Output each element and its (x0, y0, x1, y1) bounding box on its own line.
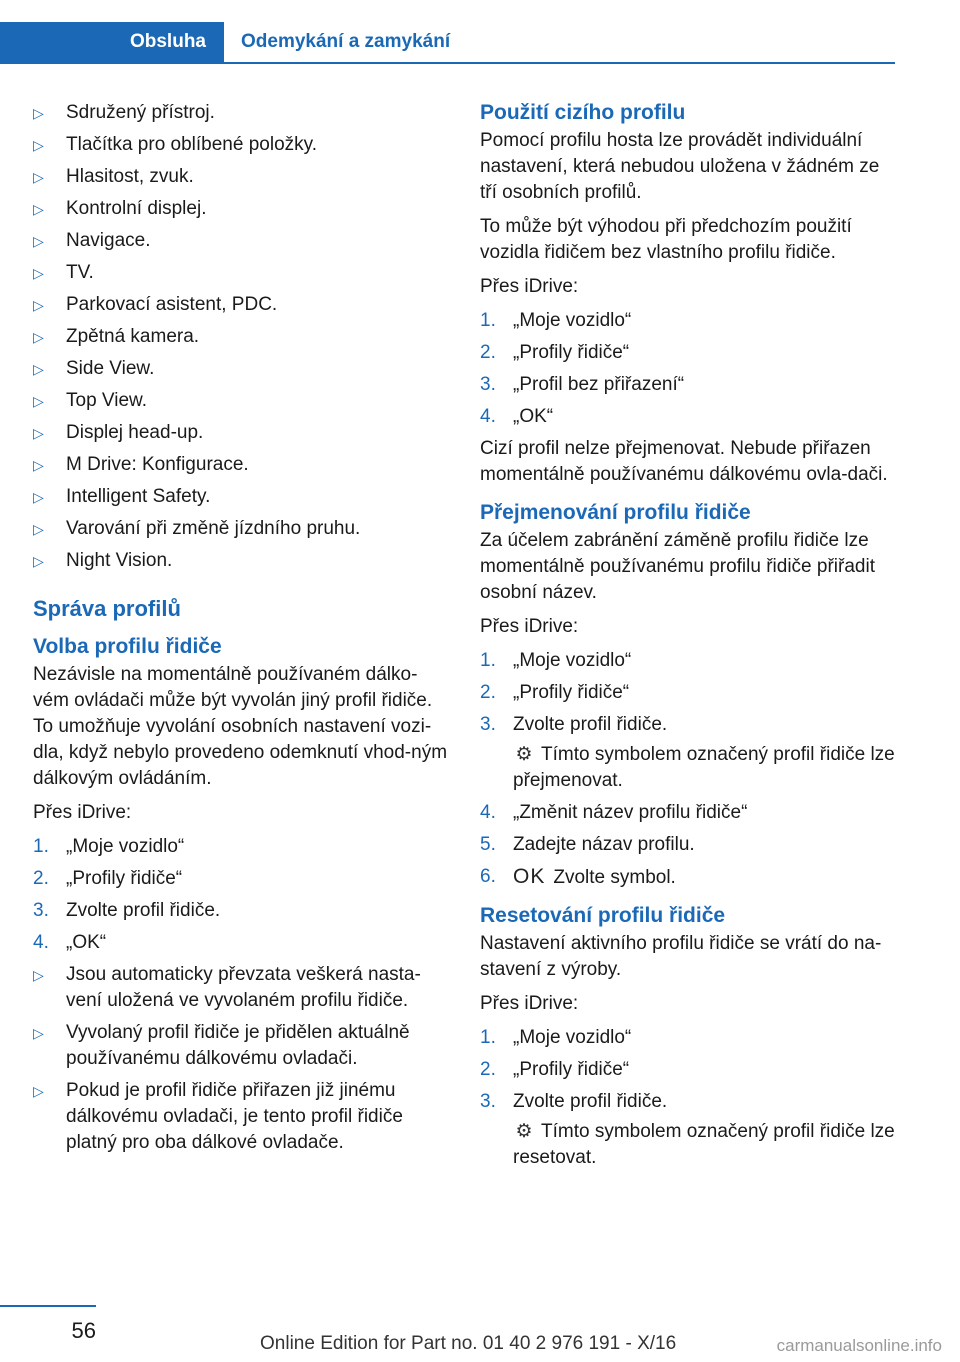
list-item: ▷ Top View. (33, 388, 453, 414)
list-item: ▷ Tlačítka pro oblíbené položky. (33, 132, 453, 158)
paragraph: Nezávisle na momentálně používaném dálko‐vém ovládači může být vyvolán jiný profil řidiče. To umožňuje vyvolání osobních nastavení vozi‐dla, když nebylo provedeno odemknutí vhod‐ným dálkovým ovládáním. (33, 664, 448, 789)
triangle-bullet-icon: ▷ (33, 361, 44, 377)
steps-list (480, 308, 900, 430)
triangle-bullet-icon: ▷ (33, 489, 44, 505)
step-item: 4. „OK“ (480, 406, 554, 427)
triangle-bullet-icon: ▷ (33, 457, 44, 473)
step-item: 1. „Moje vozidlo“ (33, 836, 185, 857)
triangle-bullet-icon: ▷ (33, 553, 44, 569)
step-item: 3. Zvolte profil řidiče. (33, 900, 221, 921)
section-heading: Správa profilů (33, 596, 181, 621)
step-item: 2. „Profily řidiče“ (33, 868, 183, 889)
result-list (33, 962, 453, 1156)
triangle-bullet-icon: ▷ (33, 393, 44, 409)
list-item: ▷ Night Vision. (33, 548, 453, 574)
gear-icon: ⚙ (515, 744, 533, 765)
subsection-heading: Resetování profilu řidiče (480, 904, 726, 927)
edition-text: Online Edition for Part no. 01 40 2 976 191 - X/16 (260, 1333, 677, 1354)
triangle-bullet-icon: ▷ (33, 1083, 44, 1099)
steps-list (33, 834, 453, 956)
list-item: ▷ Navigace. (33, 228, 453, 254)
triangle-bullet-icon: ▷ (33, 967, 44, 983)
page-number: 56 (71, 1318, 96, 1343)
list-item: ▷ Vyvolaný profil řidiče je přidělen aktuálně používanému dálkovému ovladači. (33, 1022, 410, 1069)
step-item: 1. „Moje vozidlo“ (480, 1027, 632, 1048)
watermark: carmanualsonline.info (776, 1336, 942, 1355)
step-item: 3. Zvolte profil řidiče. ⚙ Tímto symbolem označený profil řidiče lze resetovat. (480, 1089, 900, 1171)
subsection-heading: Volba profilu řidiče (33, 635, 222, 658)
list-item: ▷ Varování při změně jízdního pruhu. (33, 516, 453, 542)
list-item: ▷ TV. (33, 260, 453, 286)
paragraph: Za účelem zabránění záměně profilu řidiče lze momentálně používanému profilu řidiče přiřadit osobní název. (480, 530, 875, 603)
via-idrive: Přes iDrive: (33, 802, 132, 823)
step-note: ⚙ Tímto symbolem označený profil řidiče lze přejmenovat. (513, 744, 895, 791)
triangle-bullet-icon: ▷ (33, 329, 44, 345)
triangle-bullet-icon: ▷ (33, 201, 44, 217)
left-column (33, 100, 453, 1162)
paragraph: Pomocí profilu hosta lze provádět individuální nastavení, která nebudou uložena v žádném ze tří osobních profilů. (480, 130, 880, 203)
footer-divider (0, 1305, 96, 1307)
triangle-bullet-icon: ▷ (33, 521, 44, 537)
step-note: ⚙ Tímto symbolem označený profil řidiče lze resetovat. (513, 1121, 895, 1168)
triangle-bullet-icon: ▷ (33, 265, 44, 281)
steps-list (480, 648, 900, 891)
triangle-bullet-icon: ▷ (33, 425, 44, 441)
list-item: ▷ Pokud je profil řidiče přiřazen již jinému dálkovému ovladači, je tento profil řidiče platný pro oba dálkové ovladače. (33, 1080, 403, 1153)
gear-icon: ⚙ (515, 1121, 533, 1142)
list-item: ▷ Zpětná kamera. (33, 324, 453, 350)
step-item: 1. „Moje vozidlo“ (480, 650, 632, 671)
triangle-bullet-icon: ▷ (33, 137, 44, 153)
tab-odemykani[interactable] (241, 22, 450, 62)
paragraph: To může být výhodou při předchozím použití vozidla řidičem bez vlastního profilu řidiče. (480, 216, 852, 263)
step-item: 3. Zvolte profil řidiče. ⚙ Tímto symbolem označený profil řidiče lze přejmenovat. (480, 712, 900, 794)
list-item: ▷ Sdružený přístroj. (33, 100, 453, 126)
subsection-heading: Přejmenování profilu řidiče (480, 501, 751, 524)
tab-odemykani-label: Odemykání a zamykání (241, 31, 451, 52)
via-idrive: Přes iDrive: (480, 993, 579, 1014)
step-item: 2. „Profily řidiče“ (480, 682, 630, 703)
list-item: ▷ Hlasitost, zvuk. (33, 164, 453, 190)
via-idrive: Přes iDrive: (480, 616, 579, 637)
subsection-heading: Použití cizího profilu (480, 101, 686, 124)
step-item: 4. „Změnit název profilu řidiče“ (480, 802, 748, 823)
list-item: ▷ Intelligent Safety. (33, 484, 453, 510)
paragraph: Nastavení aktivního profilu řidiče se vrátí do na‐stavení z výroby. (480, 933, 882, 980)
step-item: 2. „Profily řidiče“ (480, 342, 630, 363)
triangle-bullet-icon: ▷ (33, 105, 44, 121)
list-item: ▷ Side View. (33, 356, 453, 382)
step-item: 6. OK Zvolte symbol. (480, 865, 676, 888)
paragraph: Cizí profil nelze přejmenovat. Nebude přiřazen momentálně používanému dálkovému ovla‐dači. (480, 438, 888, 485)
list-item: ▷ Jsou automaticky převzata veškerá nasta‐vení uložená ve vyvolaném profilu řidiče. (33, 964, 421, 1011)
triangle-bullet-icon: ▷ (33, 1025, 44, 1041)
feature-list (33, 100, 453, 574)
tab-obsluha-label: Obsluha (129, 31, 206, 52)
triangle-bullet-icon: ▷ (33, 233, 44, 249)
triangle-bullet-icon: ▷ (33, 169, 44, 185)
step-item: 1. „Moje vozidlo“ (480, 310, 632, 331)
triangle-bullet-icon: ▷ (33, 297, 44, 313)
header-bar (0, 22, 895, 64)
steps-list (480, 1025, 900, 1171)
list-item: ▷ Kontrolní displej. (33, 196, 453, 222)
step-item: 4. „OK“ (33, 932, 107, 953)
ok-icon: OK (513, 865, 546, 888)
via-idrive: Přes iDrive: (480, 276, 579, 297)
tab-obsluha[interactable] (0, 22, 224, 62)
step-item: 5. Zadejte názav profilu. (480, 834, 695, 855)
list-item: ▷ M Drive: Konfigurace. (33, 452, 453, 478)
list-item: ▷ Parkovací asistent, PDC. (33, 292, 453, 318)
right-column (480, 100, 900, 1177)
step-item: 2. „Profily řidiče“ (480, 1059, 630, 1080)
list-item: ▷ Displej head-up. (33, 420, 453, 446)
step-item: 3. „Profil bez přiřazení“ (480, 374, 685, 395)
